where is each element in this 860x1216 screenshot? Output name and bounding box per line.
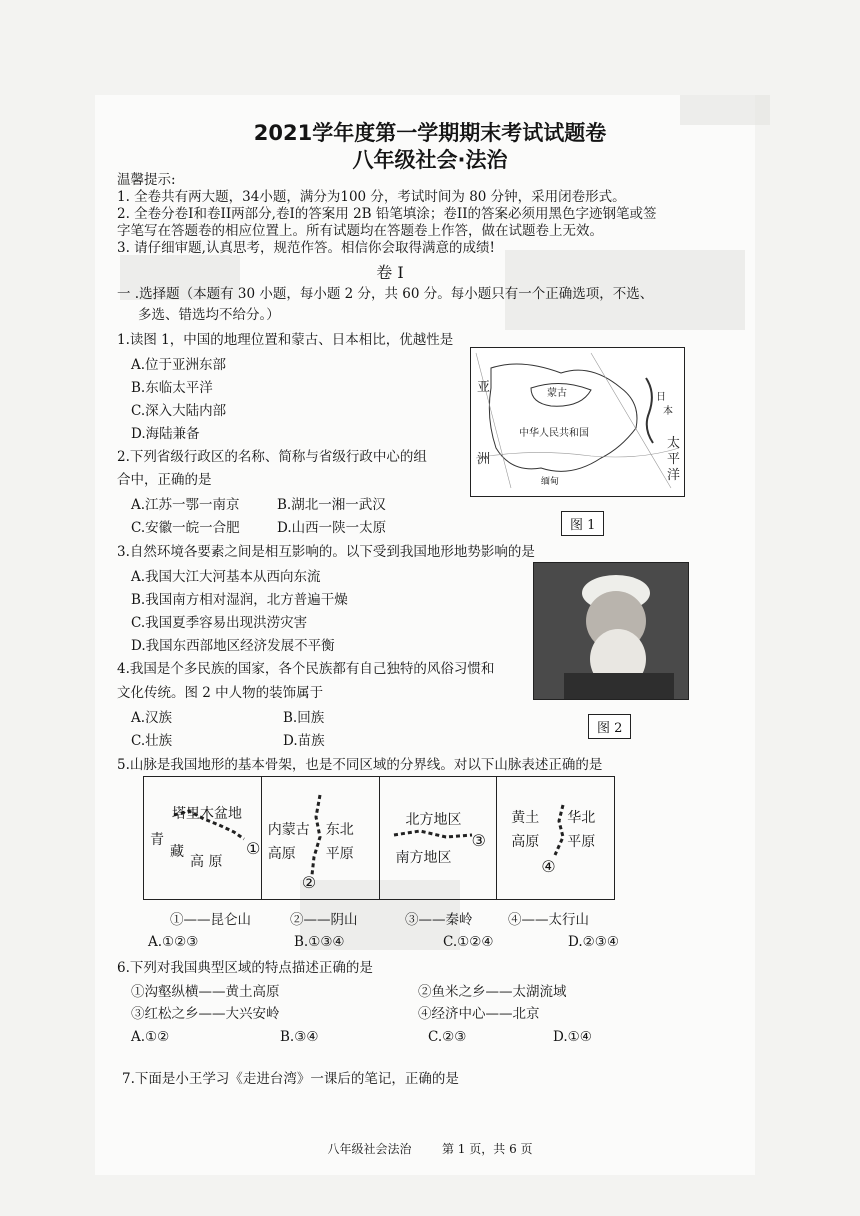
tips-line: 3. 请仔细审题,认真思考，规范作答。相信你会取得满意的成绩! <box>117 240 495 256</box>
exam-title: 2021学年度第一学期期末考试试题卷 <box>253 121 607 145</box>
panel-label: 黄土 <box>511 810 540 826</box>
map-label: 太 <box>667 436 681 451</box>
panel-number: ② <box>301 873 317 892</box>
panel-label: 青 <box>150 832 164 848</box>
answer-option: A.①② <box>131 1029 170 1045</box>
statement-item: ①沟壑纵横——黄土高原 <box>131 984 280 1000</box>
map-drawing <box>471 348 684 496</box>
panel-label: 东北 <box>325 822 354 838</box>
map-label: 日 <box>656 392 666 403</box>
panel-label: 高原 <box>267 846 296 862</box>
question-stem: 1.读图 1，中国的地理位置和蒙古、日本相比，优越性是 <box>117 332 454 348</box>
answer-option: C.壮族 <box>131 733 173 749</box>
figure-1-label: 图 1 <box>561 511 604 536</box>
question-stem: 3.自然环境各要素之间是相互影响的。以下受到我国地形地势影响的是 <box>117 544 535 560</box>
answer-option: B.回族 <box>283 710 325 726</box>
map-label: 洲 <box>477 452 491 467</box>
answer-option: B.我国南方相对湿润，北方普遍干燥 <box>131 592 348 608</box>
legend-item: ①——昆仑山 <box>170 912 251 928</box>
section-heading: 多选、错选均不给分。） <box>138 307 280 323</box>
panel-label: 南方地区 <box>395 850 452 866</box>
volume-heading: 卷 I <box>376 263 404 282</box>
question-stem: 7.下面是小王学习《走进台湾》一课后的笔记，正确的是 <box>122 1071 459 1087</box>
figure-1-map <box>470 347 685 497</box>
answer-option: A.江苏一鄂一南京 <box>131 497 240 513</box>
exam-subtitle: 八年级社会·法治 <box>352 148 508 172</box>
question-stem: 5.山脉是我国地形的基本骨架，也是不同区域的分界线。对以下山脉表述正确的是 <box>117 757 603 773</box>
answer-option: B.①③④ <box>294 934 345 950</box>
answer-option: C.①②④ <box>443 934 494 950</box>
figure-2-photo <box>533 562 689 700</box>
legend-item: ③——秦岭 <box>405 912 473 928</box>
answer-option: A.我国大江大河基本从西向东流 <box>131 569 321 585</box>
answer-option: B.③④ <box>280 1029 319 1045</box>
panel-label: 华北 <box>567 810 596 826</box>
answer-option: D.山西一陕一太原 <box>277 520 387 536</box>
answer-option: A.位于亚洲东部 <box>131 357 227 373</box>
panel-label: 藏 <box>170 844 184 860</box>
answer-option: D.苗族 <box>283 733 325 749</box>
map-label: 中华人民共和国 <box>519 428 589 439</box>
panel-label: 高 原 <box>190 854 223 870</box>
statement-item: ④经济中心——北京 <box>418 1006 540 1022</box>
answer-option: C.我国夏季容易出现洪涝灾害 <box>131 615 308 631</box>
map-label: 本 <box>663 406 673 417</box>
map-label: 亚 <box>477 380 491 395</box>
panel-label: 高原 <box>511 834 540 850</box>
tips-heading: 温馨提示: <box>117 172 176 188</box>
mountain-panel-4 <box>497 777 614 899</box>
tips-line: 1. 全卷共有两大题，34小题，满分为100 分，考试时间为 80 分钟，采用闭卷形式。 <box>117 189 626 205</box>
panel-label: 北方地区 <box>405 812 462 828</box>
legend-item: ②——阴山 <box>290 912 358 928</box>
panel-number: ① <box>246 839 261 858</box>
mountain-panel-3 <box>380 777 498 899</box>
question-stem: 文化传统。图 2 中人物的装饰属于 <box>117 685 324 701</box>
panel-label: 平原 <box>567 834 596 850</box>
panel-number: ④ <box>541 857 556 876</box>
answer-option: D.我国东西部地区经济发展不平衡 <box>131 638 335 654</box>
portrait-photo <box>534 563 688 699</box>
page-footer: 八年级社会法治 第 1 页，共 6 页 <box>327 1142 533 1156</box>
panel-label: 平原 <box>325 846 354 862</box>
map-label: 缅甸 <box>541 477 560 487</box>
tips-line: 2. 全卷分卷I和卷II两部分,卷I的答案用 2B 铅笔填涂；卷II的答案必须用黑色字迹钢笔或签 <box>117 206 657 222</box>
answer-option: D.②③④ <box>568 934 619 950</box>
panel-label: 内蒙古 <box>267 822 310 838</box>
panel-number: ③ <box>471 831 486 850</box>
tips-line: 字笔写在答题卷的相应位置上。所有试题均在答题卷上作答，做在试题卷上无效。 <box>117 223 603 239</box>
answer-option: D.海陆兼备 <box>131 426 200 442</box>
answer-option: C.深入大陆内部 <box>131 403 227 419</box>
answer-option: A.①②③ <box>148 934 199 950</box>
answer-option: B.湖北一湘一武汉 <box>277 497 386 513</box>
question-stem: 合中，正确的是 <box>117 472 212 488</box>
panel-label: 塔里木盆地 <box>172 806 242 822</box>
figure-2-label: 图 2 <box>588 714 631 739</box>
answer-option: D.①④ <box>553 1029 592 1045</box>
question-stem: 6.下列对我国典型区域的特点描述正确的是 <box>117 960 373 976</box>
statement-item: ③红松之乡——大兴安岭 <box>131 1006 280 1022</box>
map-label: 蒙古 <box>547 388 567 399</box>
section-heading: 一 .选择题（本题有 30 小题，每小题 2 分，共 60 分。每小题只有一个正确选项，不选、 <box>117 286 654 302</box>
mountain-panel-2 <box>262 777 380 899</box>
answer-option: A.汉族 <box>131 710 173 726</box>
map-label: 平 <box>667 452 681 467</box>
question-stem: 2.下列省级行政区的名称、简称与省级行政中心的组 <box>117 449 427 465</box>
statement-item: ②鱼米之乡——太湖流域 <box>418 984 567 1000</box>
answer-option: B.东临太平洋 <box>131 380 213 396</box>
answer-option: C.安徽一皖一合肥 <box>131 520 240 536</box>
mountain-panel-1 <box>144 777 262 899</box>
mountain-diagram <box>143 776 615 900</box>
map-label: 洋 <box>667 468 681 483</box>
legend-item: ④——太行山 <box>508 912 589 928</box>
answer-option: C.②③ <box>428 1029 467 1045</box>
question-stem: 4.我国是个多民族的国家，各个民族都有自己独特的风俗习惯和 <box>117 661 495 677</box>
